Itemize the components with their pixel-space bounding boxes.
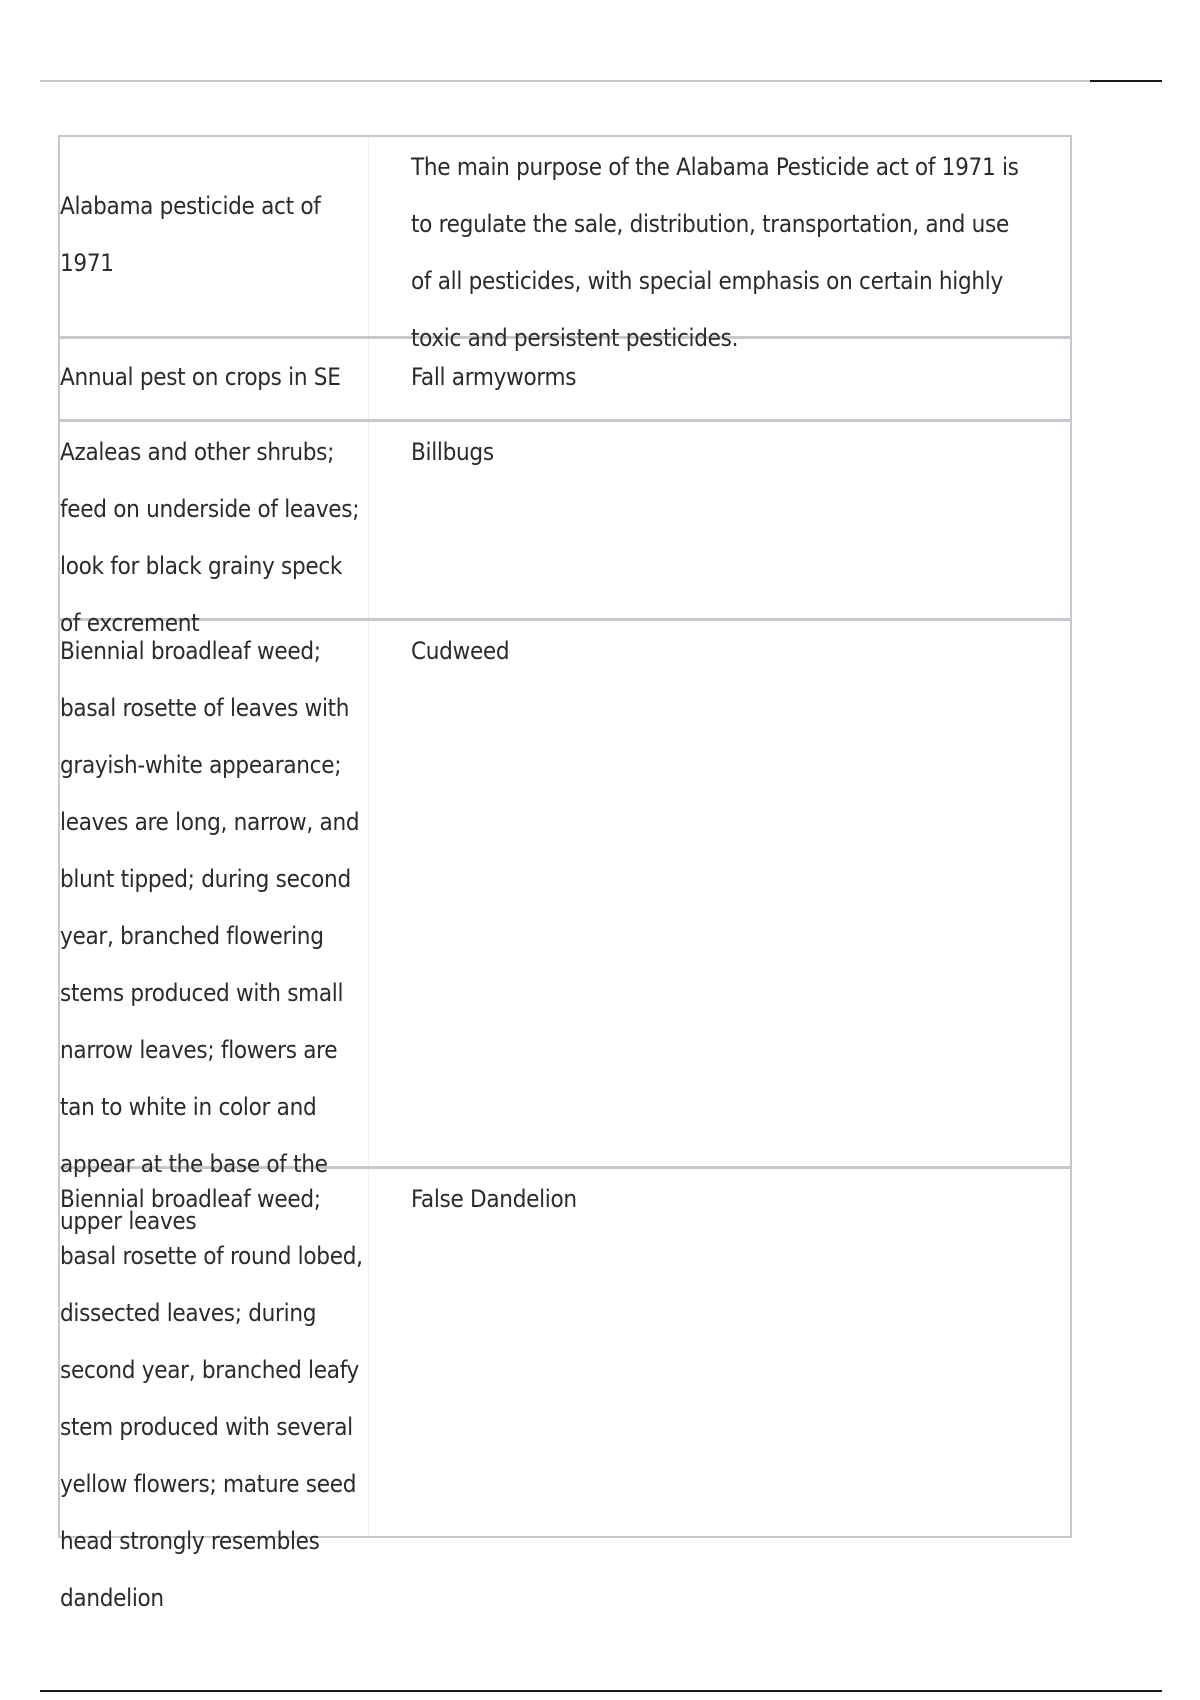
- bottom-divider: [40, 1690, 1162, 1692]
- top-divider-accent: [1090, 80, 1162, 82]
- flashcard-term: Biennial broadleaf weed; basal rosette of round lobed, dissected leaves; during second year, branched leafy stem produced with several yellow flowers; mature seed head strongly resembles dandelion: [60, 1169, 369, 1536]
- flashcard-row: [58, 135, 1072, 352]
- flashcard-definition: False Dandelion: [411, 1185, 577, 1213]
- flashcard-definition: Fall armyworms: [411, 362, 577, 391]
- flashcard-definition: The main purpose of the Alabama Pesticide act of 1971 is to regulate the sale, distribution, transportation, and use of all pesticides, with special emphasis on certain highly toxic and persistent pesticides.: [411, 153, 1019, 352]
- flashcard-term: Alabama pesticide act of 1971: [60, 137, 369, 336]
- flashcard-term: Annual pest on crops in SE: [60, 339, 369, 419]
- top-divider: [40, 80, 1090, 82]
- flashcard-row: [58, 336, 1072, 419]
- flashcard-table: [58, 135, 1072, 1612]
- flashcard-definition: Billbugs: [411, 438, 494, 466]
- flashcard-row: [58, 1166, 1072, 1612]
- flashcard-definition: Cudweed: [411, 637, 510, 665]
- flashcard-term: Biennial broadleaf weed; basal rosette of leaves with grayish-white appearance; leaves are long, narrow, and blunt tipped; during second year, branched flowering stems produced with small narrow leaves; flowers are tan to white in color and appear at the base of the upper leaves: [60, 621, 369, 1166]
- flashcard-row: [58, 419, 1072, 637]
- flashcard-term: Azaleas and other shrubs; feed on underside of leaves; look for black grainy speck of excrement: [60, 422, 369, 618]
